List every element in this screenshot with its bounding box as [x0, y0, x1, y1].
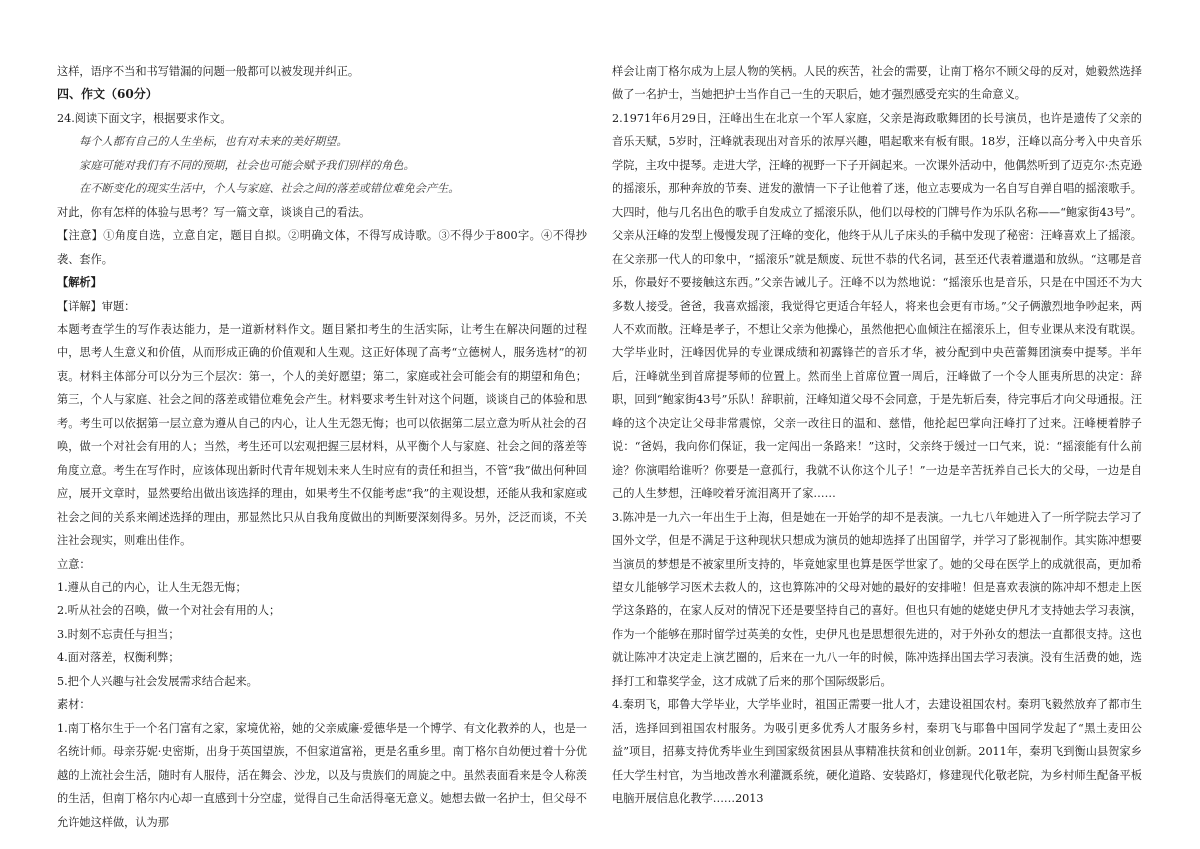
right-paragraph: 样会让南丁格尔成为上层人物的笑柄。人民的疾苦，社会的需要，让南丁格尔不顾父母的反对，她毅然选择做了一名护士，当她把护士当作自己一生的天职后，她才强烈感受充实的生命意义。	[612, 65, 1142, 102]
left-paragraph: 这样，语序不当和书写错漏的问题一般都可以被发现并纠正。	[57, 65, 360, 78]
left-paragraph: 【详解】审题：	[57, 299, 136, 313]
left-paragraph: 4.面对落差，权衡利弊；	[57, 651, 180, 665]
left-paragraph: 【注意】①角度自选，立意自定，题目自拟。②明确文体，不得写成诗歌。③不得少于800字。④不得抄袭、套作。	[57, 229, 587, 266]
left-paragraph: 5.把个人兴趣与社会发展需求结合起来。	[57, 674, 258, 688]
left-paragraph: 四、作文（60分）	[57, 87, 158, 102]
left-paragraph: 1.南丁格尔生于一个名门富有之家，家境优裕，她的父亲威廉·爱德华是一个博学、有文化教养的人，也是一名统计师。母亲芬妮·史密斯，出身于英国望族，不但家道富裕，更是名重乡里。南丁格尔自幼便过着十分优越的上流社会生活，随时有人服侍，活在舞会、沙龙，以及与贵族们的周旋之中。虽然表面看来是令人称羡的生活，但南丁格尔内心却一直感到十分空虚，觉得自己生命活得毫无意义。她想去做一名护士，但父母不允许她这样做，认为那	[57, 721, 587, 829]
left-paragraph: 素材：	[57, 698, 91, 712]
left-paragraph: 在不断变化的现实生活中，个人与家庭、社会之间的落差或错位难免会产生。	[79, 182, 460, 196]
left-paragraph: 3.时刻不忘责任与担当；	[57, 627, 180, 641]
right-column	[612, 60, 1142, 811]
left-column	[57, 60, 587, 834]
left-paragraph: 本题考查学生的写作表达能力，是一道新材料作文。题目紧扣考生的生活实际，让考生在解决问题的过程中，思考人生意义和价值，从而形成正确的价值观和人生观。这正好体现了高考“立德树人，服务选材”的初衷。材料主体部分可以分为三个层次：第一，个人的美好愿望；第二，家庭或社会可能会有的期望和角色；第三，个人与家庭、社会之间的落差或错位难免会产生。材料要求考生针对这个问题，谈谈自己的体验和思考。考生可以依据第一层立意为遵从自己的内心，让人生无怨无悔；也可以依据第二层立意为听从社会的召唤，做一个对社会有用的人；当然，考生还可以宏观把握三层材料，从平衡个人与家庭、社会之间的落差等角度立意。考生在写作时，应该体现出新时代青年规划未来人生时应有的责任和担当，不管“我”做出何种回应，展开文章时，显然要给出做出该选择的理由，如果考生不仅能考虑“我”的主观设想，还能从我和家庭或社会之间的关系来阐述选择的理由，那显然比只从自我角度做出的判断要深刻得多。另外，泛泛而谈，不关注社会现实，则难出佳作。	[57, 322, 587, 548]
left-paragraph: 每个人都有自己的人生坐标，也有对未来的美好期望。	[79, 135, 348, 149]
left-paragraph: 2.听从社会的召唤，做一个对社会有用的人；	[57, 604, 281, 618]
left-paragraph: 家庭可能对我们有不同的预期，社会也可能会赋予我们别样的角色。	[79, 158, 415, 172]
left-paragraph: 24.阅读下面文字，根据要求作文。	[57, 111, 232, 125]
left-paragraph: 对此，你有怎样的体验与思考？写一篇文章，谈谈自己的看法。	[57, 205, 371, 219]
left-paragraph: 立意：	[57, 557, 91, 571]
right-paragraph: 4.秦玥飞，耶鲁大学毕业，大学毕业时，祖国正需要一批人才，去建设祖国农村。秦玥飞毅然放弃了都市生活，选择回到祖国农村服务。为吸引更多优秀人才服务乡村，秦玥飞与耶鲁中国同学发起了“黑土麦田公益”项目，招募支持优秀毕业生到国家级贫困县从事精准扶贫和创业创新。2011年，秦玥飞到衡山县贺家乡任大学生村官，为当地改善水利灌溉系统，硬化道路、安装路灯，修建现代化敬老院，为乡村师生配备平板电脑开展信息化教学……2013	[612, 698, 1142, 806]
right-paragraph: 3.陈冲是一九六一年出生于上海，但是她在一开始学的却不是表演。一九七八年她进入了一所学院去学习了国外文学，但是不满足于这种现状只想成为演员的她却选择了出国留学，并学习了影视制作。其实陈冲想要当演员的梦想是不被家里所支持的，毕竟她家里也算是医学世家了。她的父母在医学上的成就很高，更加希望女儿能够学习医术去救人的，这也算陈冲的父母对她的最好的安排啦！但是喜欢表演的陈冲却不想走上医学这条路的，在家人反对的情况下还是要坚持自己的喜好。但也只有她的姥姥史伊凡才支持她去学习表演，作为一个能够在那时留学过英美的女性，史伊凡也是思想很先进的，对于外孙女的想法一直都很支持。这也就让陈冲才决定走上演艺圈的，后来在一九八一年的时候，陈冲选择出国去学习表演。没有生活费的她，选择打工和靠奖学金，这才成就了后来的那个国际级影后。	[612, 510, 1142, 688]
left-paragraph: 【解析】	[57, 275, 102, 290]
left-paragraph: 1.遵从自己的内心，让人生无怨无悔；	[57, 580, 247, 594]
right-paragraph: 2.1971年6月29日，汪峰出生在北京一个军人家庭，父亲是海政歌舞团的长号演员，也许是遗传了父亲的音乐天赋，5岁时，汪峰就表现出对音乐的浓厚兴趣，唱起歌来有板有眼。18岁，汪峰以高分考入中央音乐学院，主攻中提琴。走进大学，汪峰的视野一下子开阔起来。一次课外活动中，他偶然听到了迈克尔·杰克逊的摇滚乐，那种奔放的节奏、迸发的激情一下子让他着了迷，他立志要成为一名自写自弹自唱的摇滚歌手。大四时，他与几名出色的歌手自发成立了摇滚乐队，他们以母校的门牌号作为乐队名称——“鲍家街43号”。父亲从汪峰的发型上慢慢发现了汪峰的变化，他终于从儿子床头的手稿中发现了秘密：汪峰喜欢上了摇滚。在父亲那一代人的印象中，“摇滚乐”就是颓废、玩世不恭的代名词，甚至还代表着邋遢和放纵。“这哪是音乐，你最好不要接触这东西。”父亲告诫儿子。汪峰不以为然地说：“摇滚乐也是音乐，只是在中国还不为大多数人接受。爸爸，我喜欢摇滚，我觉得它更适合年轻人，将来也会更有市场。”父子俩激烈地争吵起来，两人不欢而散。汪峰是孝子，不想让父亲为他操心，虽然他把心血倾注在摇滚乐上，但专业课从来没有耽误。大学毕业时，汪峰因优异的专业课成绩和初露锋芒的音乐才华，被分配到中央芭蕾舞团演奏中提琴。半年后，汪峰就坐到首席提琴师的位置上。然而坐上首席位置一周后，汪峰做了一个令人匪夷所思的决定：辞职，回到“鲍家街43号”乐队！辞职前，汪峰知道父母不会同意，于是先斩后奏，待完事后才向父母通报。汪峰的这个决定让父母非常震惊，父亲一改往日的温和、慈惜，他抡起巴掌向汪峰打了过来。汪峰梗着脖子说：“爸妈，我向你们保证，我一定闯出一条路来！”这时，父亲终于缓过一口气来，说：“摇滚能有什么前途？你演唱给谁听？你要是一意孤行，我就不认你这个儿子！”一边是辛苦抚养自己长大的父母，一边是自己的人生梦想，汪峰咬着牙流泪离开了家……	[612, 111, 1142, 501]
